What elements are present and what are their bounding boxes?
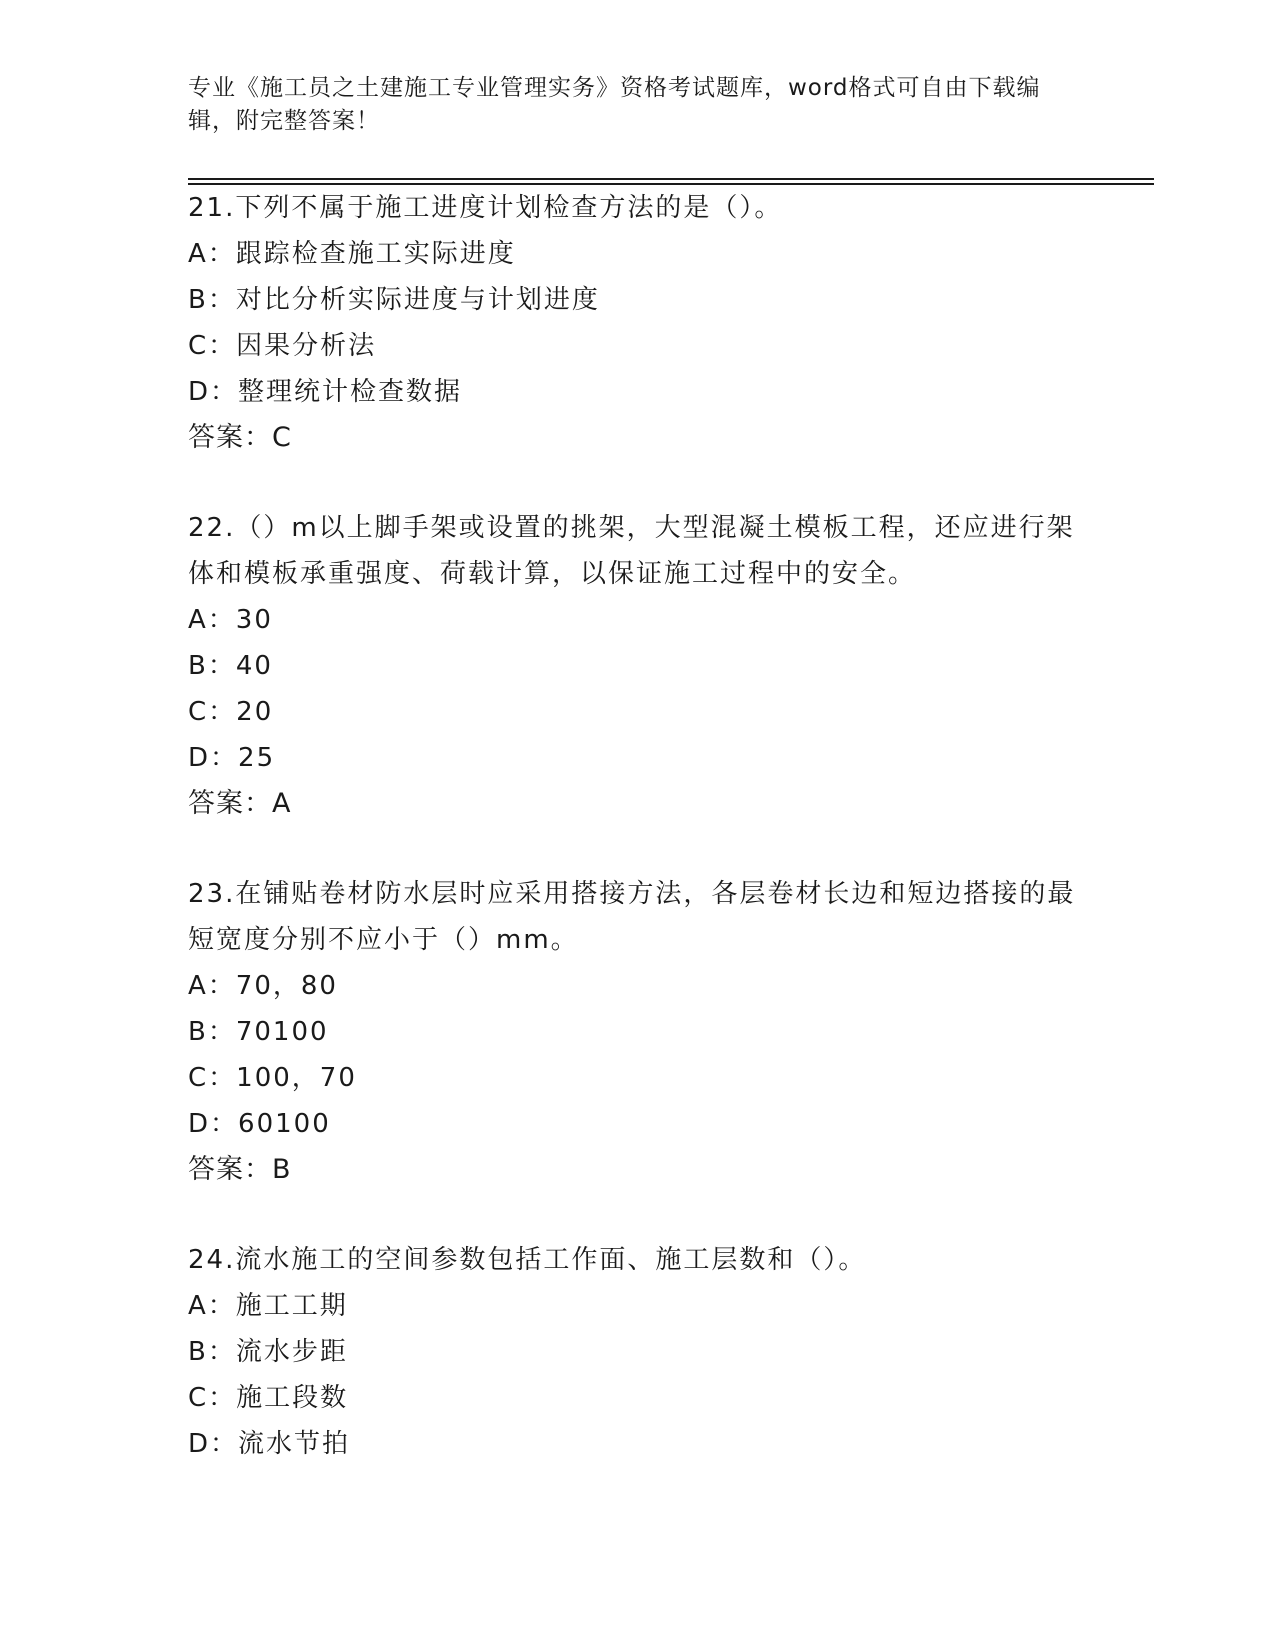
option-b: B：流水步距 [188, 1337, 348, 1367]
option-b: B：40 [188, 651, 273, 681]
option-d: D：流水节拍 [188, 1429, 351, 1459]
option-c: C：20 [188, 697, 274, 727]
question-stem: 23.在铺贴卷材防水层时应采用搭接方法，各层卷材长边和短边搭接的最短宽度分别不应小于（）mm。 [188, 879, 1076, 955]
option-a: A：30 [188, 605, 273, 635]
answer: 答案：B [188, 1154, 292, 1185]
question-23 [188, 871, 1088, 1193]
option-b: B：70100 [188, 1017, 329, 1047]
answer: 答案：C [188, 422, 292, 453]
option-d: D：25 [188, 743, 276, 773]
question-22 [188, 505, 1088, 827]
header-divider-top [188, 178, 1154, 180]
option-d: D：60100 [188, 1109, 331, 1139]
question-21 [188, 185, 1088, 461]
option-c: C：100，70 [188, 1063, 357, 1093]
option-a: A：施工工期 [188, 1291, 348, 1321]
option-c: C：因果分析法 [188, 331, 377, 361]
question-stem: 22.（）m以上脚手架或设置的挑架，大型混凝土模板工程，还应进行架体和模板承重强度、荷载计算，以保证施工过程中的安全。 [188, 513, 1075, 589]
option-a: A：跟踪检查施工实际进度 [188, 239, 516, 269]
question-stem: 24.流水施工的空间参数包括工作面、施工层数和（）。 [188, 1245, 867, 1275]
question-24 [188, 1237, 1088, 1467]
option-d: D：整理统计检查数据 [188, 377, 463, 407]
document-intro: 专业《施工员之土建施工专业管理实务》资格考试题库，word格式可自由下载编辑，附完整答案！ [188, 75, 1041, 134]
option-c: C：施工段数 [188, 1383, 349, 1413]
option-a: A：70，80 [188, 971, 338, 1001]
answer: 答案：A [188, 788, 292, 819]
question-stem: 21.下列不属于施工进度计划检查方法的是（）。 [188, 193, 783, 223]
option-b: B：对比分析实际进度与计划进度 [188, 285, 600, 315]
